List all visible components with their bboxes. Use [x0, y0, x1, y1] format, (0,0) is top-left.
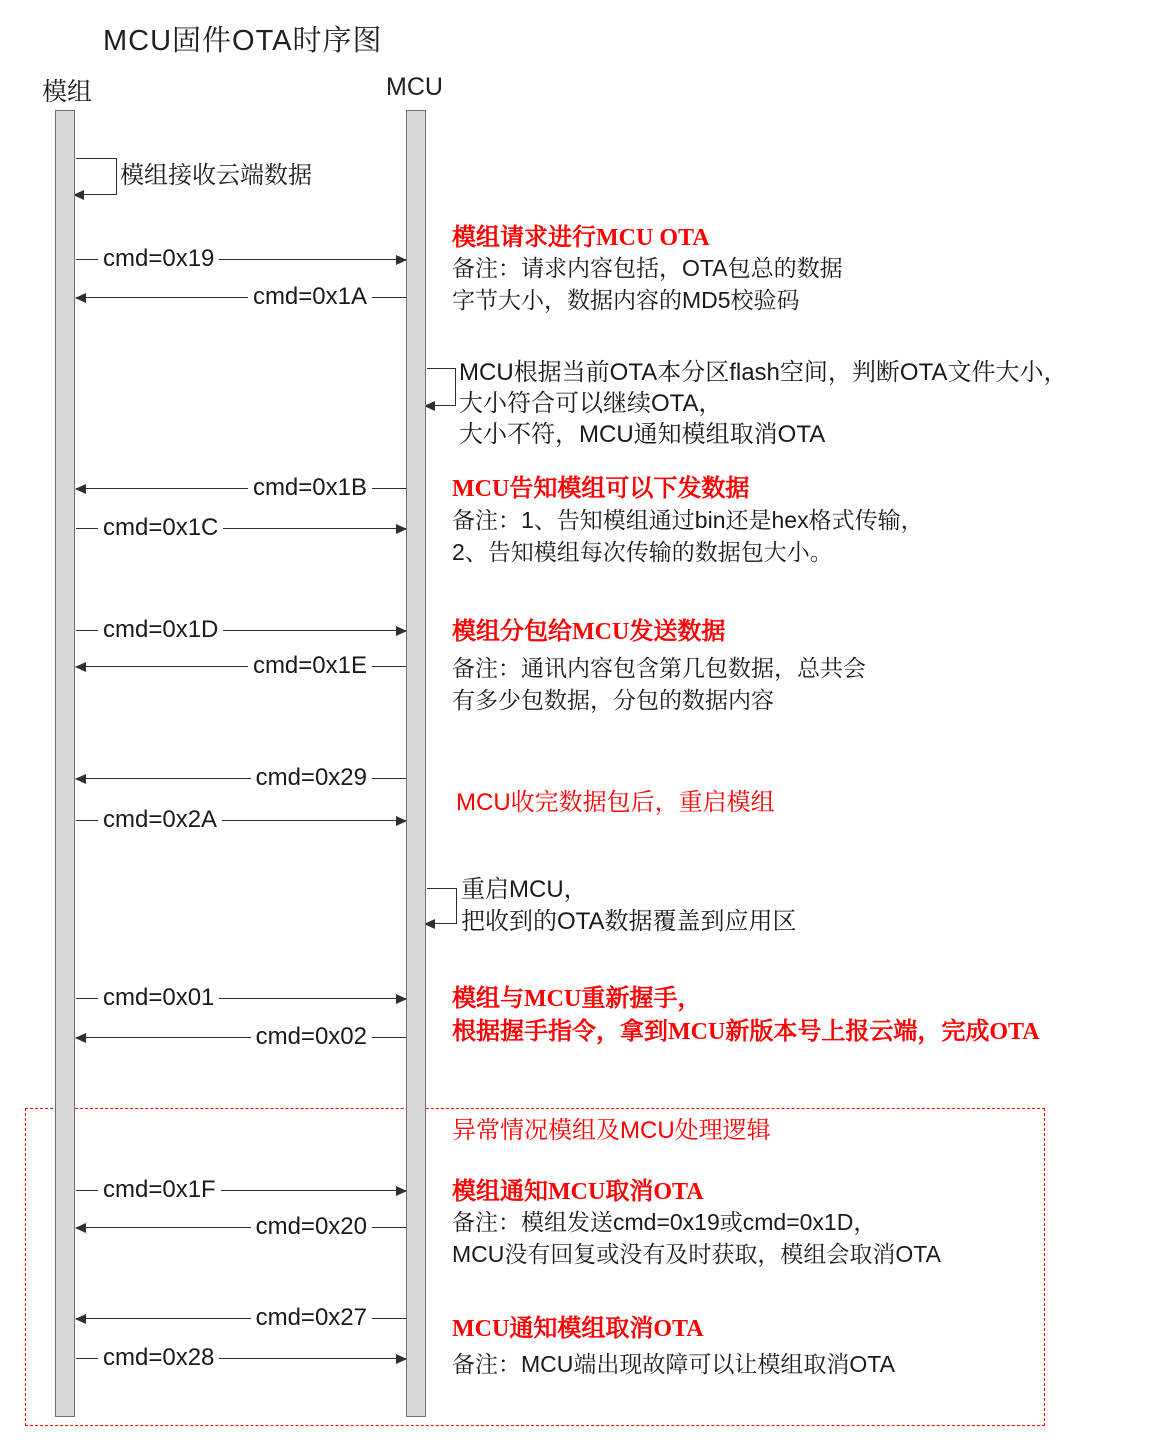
annotation-note: 有多少包数据，分包的数据内容: [452, 687, 774, 713]
message-label: cmd=0x29: [251, 763, 372, 793]
arrowhead-icon: [396, 816, 407, 826]
lifeline-module: [55, 110, 75, 1417]
self-message-module-recv: [120, 160, 312, 191]
annotation-allow-send-notes: [452, 504, 924, 568]
annotation-note: 备注：1、告知模组通过bin还是hex格式传输，: [452, 507, 924, 533]
message-arrow-0x1F: [76, 1176, 406, 1203]
arrowhead-icon: [75, 1314, 86, 1324]
actor-label-mcu: MCU: [386, 73, 443, 101]
message-label: cmd=0x27: [251, 1303, 372, 1333]
annotation-module-cancel-notes: [452, 1206, 941, 1270]
arrowhead-icon: [75, 662, 86, 672]
message-label: cmd=0x19: [98, 244, 219, 274]
message-label: cmd=0x28: [98, 1343, 219, 1373]
self-loop-mcu-check: [427, 368, 456, 406]
self-message-mcu-check: [459, 357, 1067, 450]
message-label: cmd=0x01: [98, 983, 219, 1013]
annotation-send-packets-notes: [452, 652, 866, 716]
self-loop-mcu-reboot: [427, 888, 457, 924]
annotation-note: 2、告知模组每次传输的数据包大小。: [452, 539, 833, 565]
self-message-line: MCU根据当前OTA本分区flash空间，判断OTA文件大小，: [459, 359, 1068, 386]
message-label: cmd=0x1F: [98, 1175, 221, 1205]
message-label: cmd=0x1A: [248, 282, 372, 312]
message-arrow-0x02: [76, 1023, 406, 1050]
message-arrow-0x19: [76, 245, 406, 272]
annotation-allow-send-heading: MCU告知模组可以下发数据: [452, 476, 750, 502]
annotation-mcu-cancel-heading: MCU通知模组取消OTA: [452, 1316, 704, 1342]
self-message-line: 把收到的OTA数据覆盖到应用区: [461, 908, 797, 935]
message-label: cmd=0x20: [251, 1212, 372, 1242]
message-arrow-0x1E: [76, 652, 406, 679]
message-arrow-0x2A: [76, 806, 406, 833]
message-arrow-0x27: [76, 1304, 406, 1331]
annotation-mcu-cancel-notes: [452, 1348, 895, 1380]
annotation-note: 备注：MCU端出现故障可以让模组取消OTA: [452, 1351, 895, 1377]
arrowhead-icon: [75, 484, 86, 494]
annotation-handshake: [452, 983, 1040, 1049]
message-arrow-0x20: [76, 1213, 406, 1240]
diagram-title: MCU固件OTA时序图: [103, 25, 383, 57]
annotation-note: 备注：通讯内容包含第几包数据，总共会: [452, 655, 866, 681]
message-label: cmd=0x1B: [248, 473, 372, 503]
annotation-line: 模组与MCU重新握手，: [452, 986, 702, 1012]
message-arrow-0x1B: [76, 474, 406, 501]
arrowhead-icon: [396, 255, 407, 265]
self-message-line: 大小符合可以继续OTA，: [459, 390, 723, 417]
self-message-line: 重启MCU，: [461, 876, 588, 903]
arrowhead-icon: [75, 293, 86, 303]
self-message-mcu-reboot: [461, 874, 797, 938]
message-label: cmd=0x1E: [248, 651, 372, 681]
message-arrow-0x01: [76, 984, 406, 1011]
arrowhead-icon: [396, 1354, 407, 1364]
arrowhead-icon: [396, 524, 407, 534]
arrowhead-icon: [396, 626, 407, 636]
message-arrow-0x29: [76, 764, 406, 791]
arrowhead-icon: [75, 774, 86, 784]
message-label: cmd=0x02: [251, 1022, 372, 1052]
message-arrow-0x1C: [76, 514, 406, 541]
annotation-line: 根据握手指令，拿到MCU新版本号上报云端，完成OTA: [452, 1019, 1040, 1045]
message-arrow-0x28: [76, 1344, 406, 1371]
message-arrow-0x1A: [76, 283, 406, 310]
arrowhead-icon: [396, 1186, 407, 1196]
arrowhead-icon: [75, 1223, 86, 1233]
message-label: cmd=0x1D: [98, 615, 223, 645]
arrowhead-icon: [75, 1033, 86, 1043]
self-loop-module-recv: [76, 158, 117, 195]
actor-label-module: 模组: [42, 78, 93, 106]
message-arrow-0x1D: [76, 616, 406, 643]
annotation-note: 字节大小，数据内容的MD5校验码: [452, 287, 800, 313]
annotation-send-packets-heading: 模组分包给MCU发送数据: [452, 619, 726, 645]
message-label: cmd=0x1C: [98, 513, 223, 543]
arrowhead-icon: [396, 994, 407, 1004]
self-message-line: 大小不符，MCU通知模组取消OTA: [459, 421, 826, 448]
exception-box-title: 异常情况模组及MCU处理逻辑: [452, 1117, 771, 1144]
annotation-module-cancel-heading: 模组通知MCU取消OTA: [452, 1179, 704, 1205]
annotation-note: 备注：请求内容包括，OTA包总的数据: [452, 255, 843, 281]
annotation-note: MCU没有回复或没有及时获取，模组会取消OTA: [452, 1241, 941, 1267]
annotation-reboot-module-heading: MCU收完数据包后，重启模组: [456, 789, 775, 816]
annotation-request-ota-notes: [452, 252, 843, 316]
lifeline-mcu: [406, 110, 426, 1417]
annotation-request-ota-heading: 模组请求进行MCU OTA: [452, 225, 710, 251]
annotation-note: 备注：模组发送cmd=0x19或cmd=0x1D，: [452, 1209, 877, 1235]
self-message-line: 模组接收云端数据: [120, 162, 312, 189]
message-label: cmd=0x2A: [98, 805, 222, 835]
